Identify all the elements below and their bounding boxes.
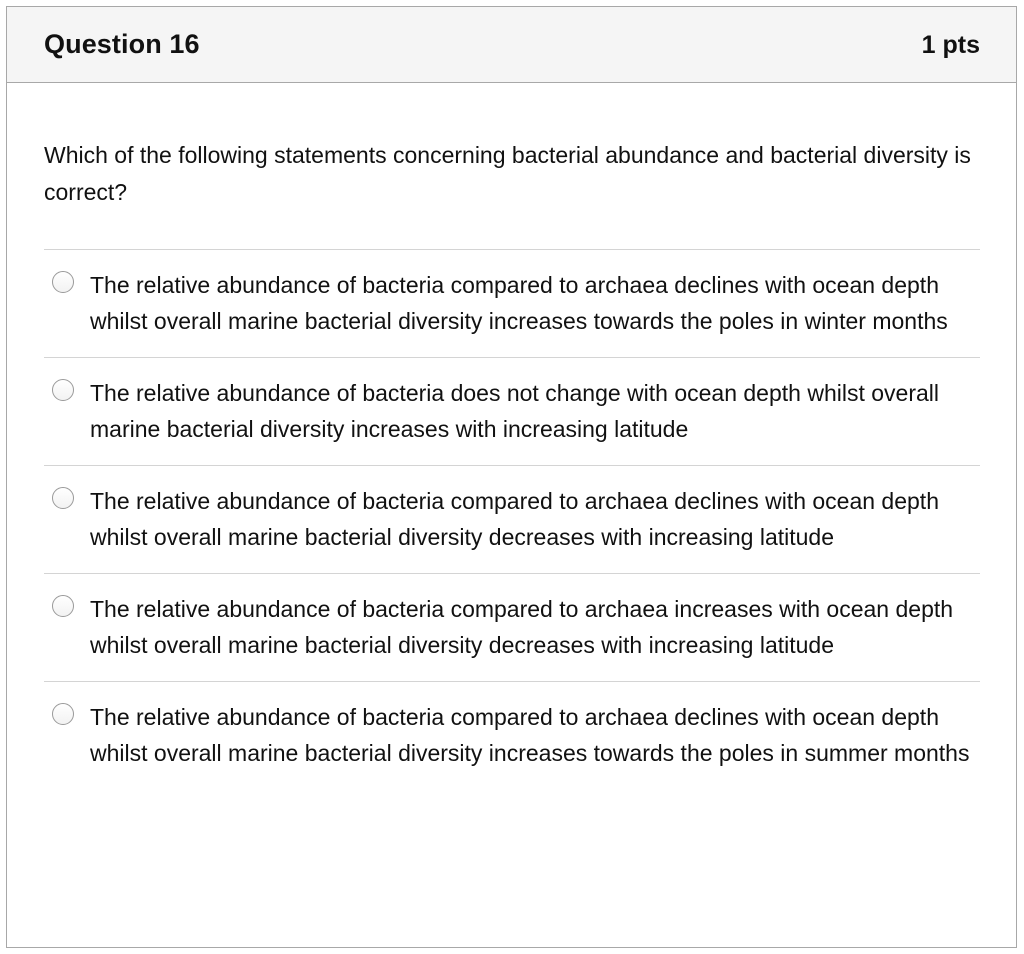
answer-radio-button[interactable] <box>52 379 74 401</box>
answer-label[interactable]: The relative abundance of bacteria compared to archaea declines with ocean depth whilst overall marine bacterial diversity increases towards the poles in winter months <box>90 272 948 334</box>
answer-radio-button[interactable] <box>52 703 74 725</box>
answer-option[interactable] <box>44 574 980 682</box>
answer-option[interactable] <box>44 250 980 358</box>
answer-radio-button[interactable] <box>52 271 74 293</box>
question-text: Which of the following statements concerning bacterial abundance and bacterial diversity is correct? <box>44 142 971 205</box>
answer-option[interactable] <box>44 682 980 789</box>
question-header <box>7 7 1016 83</box>
answer-option[interactable] <box>44 358 980 466</box>
answer-radio-button[interactable] <box>52 595 74 617</box>
answer-option[interactable] <box>44 466 980 574</box>
question-card <box>6 6 1017 948</box>
answer-label[interactable]: The relative abundance of bacteria compared to archaea increases with ocean depth whilst overall marine bacterial diversity decreases with increasing latitude <box>90 596 954 658</box>
question-points: 1 pts <box>921 31 980 59</box>
answer-list <box>44 249 980 789</box>
answer-label[interactable]: The relative abundance of bacteria does not change with ocean depth whilst overall marine bacterial diversity increases with increasing latitude <box>90 380 939 442</box>
answer-radio-button[interactable] <box>52 487 74 509</box>
question-title: Question 16 <box>44 29 200 59</box>
answer-label[interactable]: The relative abundance of bacteria compared to archaea declines with ocean depth whilst overall marine bacterial diversity decreases with increasing latitude <box>90 488 939 550</box>
question-body <box>7 137 1016 789</box>
answer-label[interactable]: The relative abundance of bacteria compared to archaea declines with ocean depth whilst overall marine bacterial diversity increases towards the poles in summer months <box>90 704 970 766</box>
